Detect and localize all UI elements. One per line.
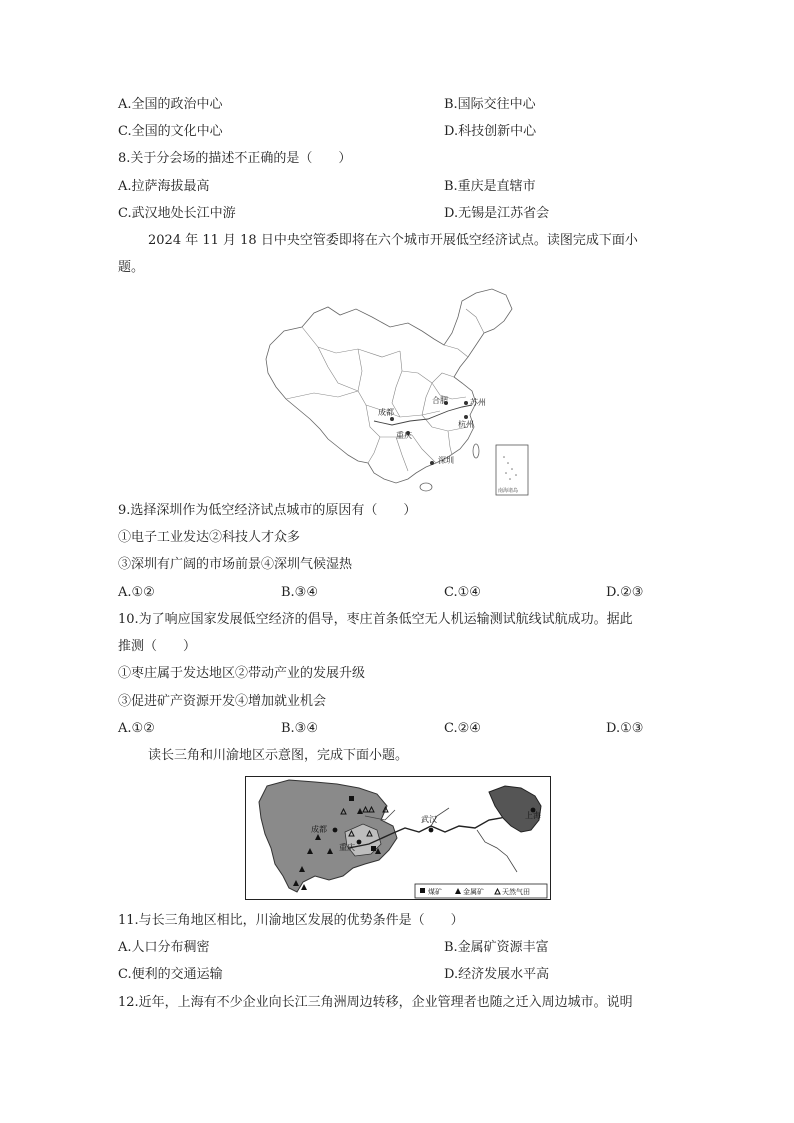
intro-lowalt-line2: 题。: [118, 260, 145, 275]
q11-stem: 11.与长三角地区相比，川渝地区发展的优势条件是（ ）: [118, 913, 464, 928]
city-chongqing: 重庆: [396, 431, 412, 440]
q8-option-a[interactable]: A.拉萨海拔最高: [118, 179, 210, 194]
q11-option-c[interactable]: C.便利的交通运输: [118, 967, 223, 982]
q9-option-d[interactable]: D.②③: [606, 585, 644, 600]
q10-option-a[interactable]: A.①②: [118, 721, 155, 736]
label-wuhan: 武汉: [421, 815, 437, 824]
intro-map2: 读长三角和川渝地区示意图，完成下面小题。: [148, 748, 409, 763]
q8-option-b[interactable]: B.重庆是直辖市: [444, 179, 536, 194]
q11-option-a[interactable]: A.人口分布稠密: [118, 940, 210, 955]
intro-lowalt-line1: 2024 年 11 月 18 日中央空管委即将在六个城市开展低空经济试点。读图完成下面小: [148, 233, 638, 248]
q7-option-a[interactable]: A.全国的政治中心: [118, 97, 223, 112]
q9-statement-1: ①电子工业发达②科技人才众多: [118, 530, 301, 545]
q10-option-b[interactable]: B.③④: [281, 721, 318, 736]
q7-option-c[interactable]: C.全国的文化中心: [118, 124, 223, 139]
q10-statement-1: ①枣庄属于发达地区②带动产业的发展升级: [118, 666, 366, 681]
q10-option-c[interactable]: C.②④: [444, 721, 481, 736]
city-shenzhen: 深圳: [438, 456, 454, 465]
city-hangzhou: 杭州: [458, 420, 474, 429]
q10-option-d[interactable]: D.①③: [606, 721, 644, 736]
map-legend: [415, 884, 547, 898]
label-chongqing: 重庆: [339, 843, 355, 852]
legend-metal: 金属矿: [463, 888, 484, 896]
city-chengdu: 成都: [378, 408, 394, 417]
q9-option-b[interactable]: B.③④: [281, 585, 318, 600]
city-suzhou: 苏州: [470, 398, 486, 407]
legend-coal: 煤矿: [428, 888, 442, 896]
q10-stem-line2: 推测（ ）: [118, 639, 197, 654]
q12-stem: 12.近年，上海有不少企业向长江三角洲周边转移，企业管理者也随之迁入周边城市。说明: [118, 995, 633, 1010]
q9-option-a[interactable]: A.①②: [118, 585, 155, 600]
q10-statement-2: ③促进矿产资源开发④增加就业机会: [118, 694, 327, 709]
q11-option-d[interactable]: D.经济发展水平高: [444, 967, 550, 982]
q8-stem: 8.关于分会场的描述不正确的是（ ）: [118, 151, 352, 166]
city-hefei: 合肥: [432, 396, 448, 405]
q8-option-c[interactable]: C.武汉地处长江中游: [118, 206, 236, 221]
label-shanghai: 上海: [525, 811, 541, 820]
legend-gas: 天然气田: [502, 888, 530, 896]
q9-option-c[interactable]: C.①④: [444, 585, 481, 600]
region-map: [245, 776, 551, 900]
q9-statement-2: ③深圳有广阔的市场前景④深圳气候湿热: [118, 557, 353, 572]
inset-label: 南海诸岛: [498, 488, 519, 494]
q7-option-d[interactable]: D.科技创新中心: [444, 124, 537, 139]
china-map: [262, 287, 532, 497]
q7-option-b[interactable]: B.国际交往中心: [444, 97, 536, 112]
q11-option-b[interactable]: B.金属矿资源丰富: [444, 940, 549, 955]
label-chengdu: 成都: [311, 825, 327, 834]
q8-option-d[interactable]: D.无锡是江苏省会: [444, 206, 550, 221]
q9-stem: 9.选择深圳作为低空经济试点城市的原因有（ ）: [118, 503, 417, 518]
q10-stem-line1: 10.为了响应国家发展低空经济的倡导，枣庄首条低空无人机运输测试航线试航成功。据此: [118, 612, 633, 627]
